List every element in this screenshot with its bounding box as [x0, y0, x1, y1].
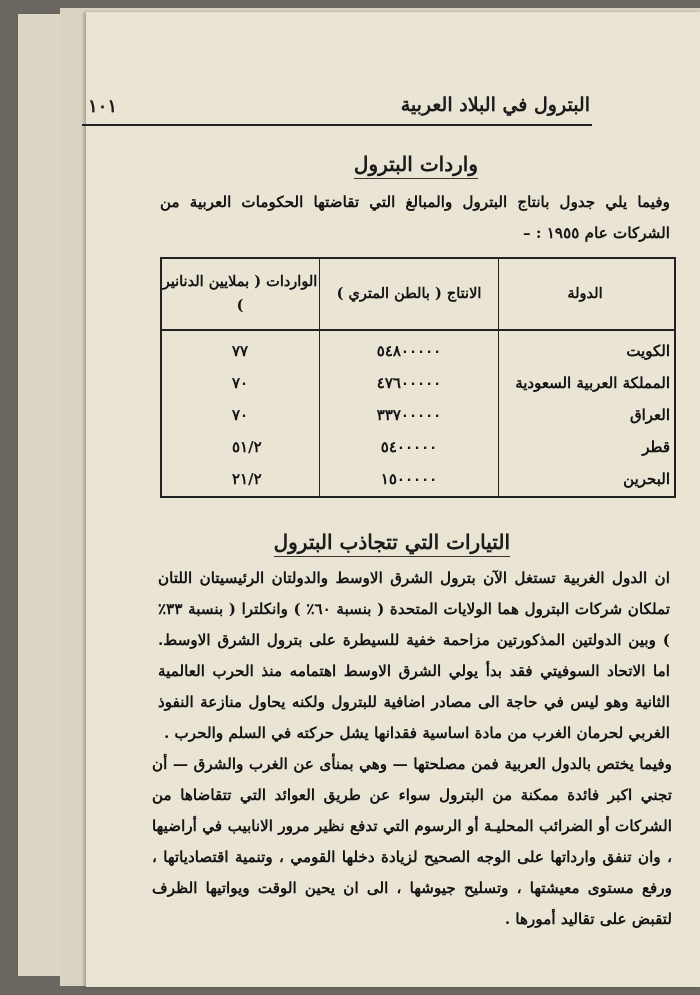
table-cell: ١٥٠٠٠٠٠ — [380, 470, 438, 488]
table-cell: ٥١/٢ — [232, 438, 262, 456]
section-heading-oil-currents: التيارات التي تتجاذب البترول — [274, 530, 510, 557]
table-cell: ٢١/٢ — [232, 470, 262, 488]
table-cell: ٧٠ — [232, 406, 249, 424]
running-header — [82, 94, 592, 126]
page-number: ١٠١ — [88, 96, 118, 117]
column-header-revenue: الواردات ( بملايين الدنانير ) — [161, 258, 320, 330]
table-cell: ٥٤٨٠٠٠٠٠ — [376, 342, 442, 360]
country-column — [499, 330, 676, 497]
production-column — [320, 330, 499, 497]
table-intro-paragraph: وفيما يلي جدول بانتاج البترول والمبالغ التي تقاضتها الحكومات العربية من الشركات عام ١٩٥٥ : – — [160, 193, 670, 242]
table-cell: ٣٣٧٠٠٠٠٠ — [376, 406, 442, 424]
table-cell: ٧٠ — [232, 374, 249, 392]
table-cell: ٤٧٦٠٠٠٠٠ — [376, 374, 442, 392]
table-cell: قطر — [642, 438, 670, 456]
table-cell: المملكة العربية السعودية — [515, 374, 670, 392]
table-cell: الكويت — [626, 342, 670, 360]
body-paragraph-1: ان الدول الغربية تستغل الآن بترول الشرق الاوسط والدولتان الرئيسيتان اللتان تملكان شركات البترول هما الولايات المتحدة ( بنسبة ٦٠٪ ) وانكلترا ( بنسبة ٣٣٪ ) وبين الدولتين المذكورتين مزاحمة خفية للسيطرة على بترول الشرق الاوسط. اما الاتحاد السوفيتي فقد بدأ يولي الشرق الاوسط اهتمامه منذ الحرب العالمية الثانية وهو ليس في حاجة الى مصادر اضافية للبترول ولكنه يحاول منازعة النفوذ الغربي لحرمان الغرب من مادة اساسية فقدانها يشل حركته في السلم والحرب . — [158, 569, 670, 742]
column-header-country: الدولة — [499, 258, 676, 330]
header-title: البترول في البلاد العربية — [400, 94, 590, 116]
table-cell: ٧٧ — [232, 342, 249, 360]
table-cell: ٥٤٠٠٠٠٠ — [380, 438, 438, 456]
section-heading-oil-revenues: واردات البترول — [354, 152, 478, 179]
column-header-production: الانتاج ( بالطن المتري ) — [320, 258, 499, 330]
table-body-row — [161, 330, 675, 497]
body-paragraph-2: وفيما يختص بالدول العربية فمن مصلحتها — وهي بمنأى عن الغرب والشرق — أن تجني اكبر فائدة ممكنة من البترول سواء عن طريق العوائد التي تتقاضاها من الشركات أو الضرائب المحليـة أو الرسوم التي تدفع نظير مرور الانابيب في أراضيها ، وان تنفق وارداتها على الوجه الصحيح لزيادة دخلها القومي ، وتنمية اقتصادياتها ، ورفع مستوى معيشتها ، وتسليح جيوشها ، الى ان يحين الوقت ويواتيها الظرف لتقبض على تقاليد أمورها . — [152, 755, 672, 928]
revenue-column — [161, 330, 320, 497]
table-cell: البحرين — [623, 470, 670, 488]
table-header-row — [161, 258, 675, 330]
oil-data-table — [160, 257, 676, 498]
table-cell: العراق — [629, 406, 670, 424]
